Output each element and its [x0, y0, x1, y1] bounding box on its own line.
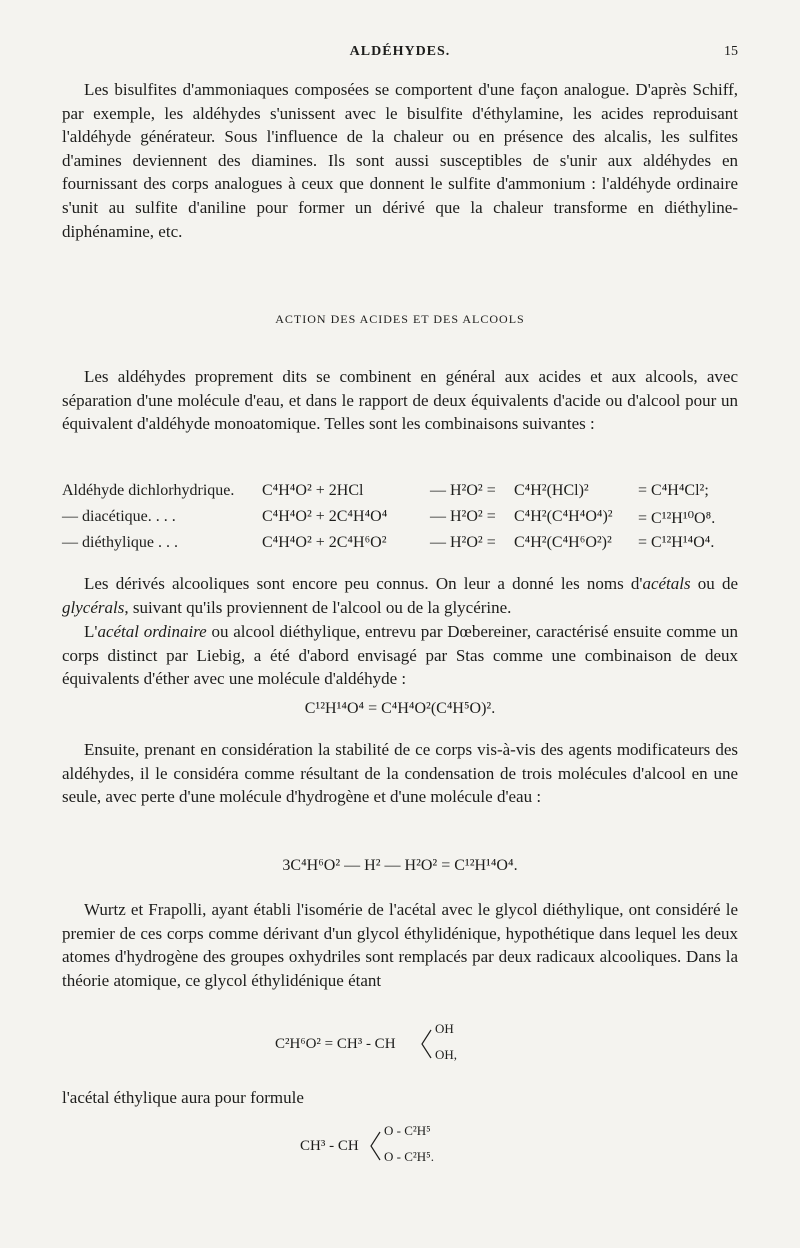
paragraph-bisulfites: Les bisulfites d'ammoniaques composées se comportent d'une façon analogue. D'après Schiff, par exemple, les aldéhydes s'unissent avec le bisulfite d'éthylamine, les acides reproduisant l'aldéhyde générateur. Sous l'influence de la chaleur ou en présence des alcalis, les sulfites d'amines deviennent des diamines. Ils sont aussi susceptibles de s'unir aux aldéhydes en fournissant des corps analogues à ceux que donnent le sulfite d'ammonium : l'aldéhyde ordinaire s'unit au sulfite d'aniline pour former un dérivé que la chaleur transforme en diéthyline-diphénamine, etc.	[62, 80, 738, 241]
paragraph-wurtz: Wurtz et Frapolli, ayant établi l'isomérie de l'acétal avec le glycol diéthylique, ont considéré le premier de ces corps comme dérivant d'un glycol éthylidénique, hypothétique dans lequel les deux atomes d'hydrogène des groupes oxhydriles sont remplacés par deux radicaux alcooliques. Dans la théorie atomique, ce glycol éthylidénique étant	[62, 900, 738, 990]
header-title: ALDÉHYDES.	[349, 44, 451, 59]
formula-acetal: C¹²H¹⁴O⁴ = C⁴H⁴O²(C⁴H⁵O)².	[304, 700, 496, 717]
text-run: ou de	[690, 574, 739, 593]
paragraph-combinaisons: Les aldéhydes proprement dits se combinent en général aux acides et aux alcools, avec séparation d'une molécule d'eau, et dans le rapport de deux équivalents d'acide ou d'alcool pour un équivalent d'aldéhyde monoatomique. Telles sont les combinaisons suivantes :	[62, 367, 738, 434]
structure-top: O - C²H⁵	[384, 1123, 431, 1138]
reaction-result: = C¹²H¹⁴O⁴.	[638, 534, 715, 551]
formula-condensation: 3C⁴H⁶O² — H² — H²O² = C¹²H¹⁴O⁴.	[282, 857, 518, 874]
reaction-row	[62, 482, 738, 506]
reaction-result: = C⁴H⁴Cl²;	[638, 482, 709, 499]
structure-top: OH	[435, 1021, 454, 1036]
reaction-name: — diéthylique . . .	[62, 534, 178, 551]
reaction-subtract: — H²O² =	[430, 508, 496, 525]
bracket-angle-icon	[419, 1028, 433, 1060]
text-run: , suivant qu'ils proviennent de l'alcool ou de la glycérine.	[124, 597, 512, 617]
paragraph-acetal	[62, 620, 738, 691]
reaction-row	[62, 508, 738, 532]
bracket-angle-icon	[368, 1130, 382, 1162]
text-run: Les dérivés alcooliques sont encore peu connus. On leur a donné les noms d'	[84, 574, 643, 593]
page-number: 15	[724, 44, 738, 59]
structure-bottom: O - C²H⁵.	[384, 1149, 434, 1164]
reaction-rhs: C⁴H²(C⁴H⁶O²)²	[514, 534, 612, 551]
reaction-subtract: — H²O² =	[430, 482, 496, 499]
structure-acetal	[300, 1124, 520, 1168]
structure-glycol	[275, 1022, 535, 1066]
italic-term: glycérals	[62, 597, 125, 617]
structure-bottom: OH,	[435, 1047, 458, 1062]
paragraph-derives	[62, 572, 738, 619]
reaction-lhs: C⁴H⁴O² + 2HCl	[262, 482, 364, 499]
reaction-rhs: C⁴H²(C⁴H⁴O⁴)²	[514, 508, 613, 525]
reaction-row	[62, 534, 738, 558]
text-run: L'	[84, 622, 98, 641]
structure-main: CH³ - CH	[300, 1138, 359, 1154]
italic-term: acétals	[642, 574, 691, 593]
reaction-lhs: C⁴H⁴O² + 2C⁴H⁴O⁴	[262, 508, 388, 525]
structure-main: C²H⁶O² = CH³ - CH	[275, 1036, 396, 1052]
reaction-rhs: C⁴H²(HCl)²	[514, 482, 589, 499]
reaction-result: = C¹²H¹⁰O⁸.	[638, 510, 716, 527]
italic-term: acétal ordinaire	[97, 622, 207, 641]
paragraph-formule: l'acétal éthylique aura pour formule	[62, 1088, 304, 1107]
reaction-name: Aldéhyde dichlorhydrique.	[62, 482, 235, 499]
reaction-subtract: — H²O² =	[430, 534, 496, 551]
section-title: ACTION DES ACIDES ET DES ALCOOLS	[275, 312, 525, 326]
text-run: ou alcool diéthylique, entrevu par Dœbereiner, caractérisé ensuite comme un corps distinct par Liebig, a été d'abord envisagé par Stas comme une combinaison de deux équivalents d'éther avec une molécule d'aldéhyde :	[62, 622, 738, 689]
running-header	[62, 44, 738, 68]
paragraph-stabilite: Ensuite, prenant en considération la stabilité de ce corps vis-à-vis des agents modificateurs des aldéhydes, il le considéra comme résultant de la condensation de trois molécules d'alcool en une seule, avec perte d'une molécule d'hydrogène et d'une molécule d'eau :	[62, 740, 738, 807]
reaction-name: — diacétique. . . .	[62, 508, 176, 525]
reaction-lhs: C⁴H⁴O² + 2C⁴H⁶O²	[262, 534, 387, 551]
